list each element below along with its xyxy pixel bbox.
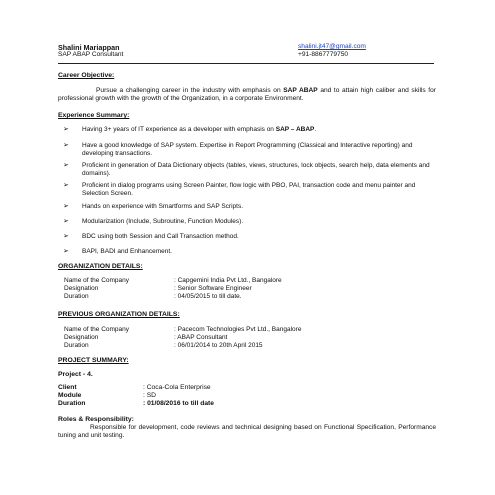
career-objective-text [58,87,436,103]
bullet-icon: ➢ [63,142,69,149]
organization-details-heading: ORGANIZATION DETAILS: [58,263,143,270]
bullet-icon: ➢ [63,203,69,210]
prev-duration-value: : 06/01/2014 to 20th April 2015 [174,342,263,349]
client-value: : Coca-Cola Enterprise [143,384,211,391]
prev-duration-label: Duration [64,342,89,349]
org-company-label: Name of the Company [64,277,130,284]
roles-heading: Roles & Responsibility: [58,416,134,423]
experience-text-part: . [314,126,317,133]
objective-bold-text: SAP ABAP [283,87,318,94]
objective-text-part: and to attain high caliber and skills for professional growth with the growth of the Organization, in a corporate Environment. [58,87,436,103]
prev-company-label: Name of the Company [64,326,130,333]
experience-item: Have a good knowledge of SAP system. Expertise in Report Programming (Classical and Interactive reporting) and developing transactions. [82,142,413,157]
experience-item [82,126,436,134]
candidate-name: Shalini Mariappan [58,43,120,52]
objective-text-part: Pursue a challenging career in the industry with emphasis on [96,87,284,94]
prev-company-value: : Pacecom Technologies Pvt Ltd., Bangalore [174,326,302,333]
bullet-icon: ➢ [63,162,69,169]
project-duration-label: Duration [58,400,86,407]
experience-text-part: Having 3+ years of IT experience as a developer with emphasis on [82,126,276,133]
experience-item: Hands on experience with Smartforms and SAP Scripts. [82,203,244,210]
client-label: Client [58,384,77,391]
project-summary-heading: PROJECT SUMMARY: [58,357,129,364]
project-duration-value: : 01/08/2016 to till date [143,400,214,407]
candidate-title: SAP ABAP Consultant [58,51,124,58]
bullet-icon: ➢ [63,233,69,240]
experience-item: Proficient in generation of Data Dictionary objects (tables, views, structures, lock objects, search help, data elements and domains). [82,162,430,177]
phone-number: +91-8867779750 [298,51,349,58]
career-objective-heading: Career Objective: [58,72,115,79]
org-duration-label: Duration [64,293,89,300]
org-duration-value: : 04/05/2015 to till date. [174,293,242,300]
bullet-icon: ➢ [63,126,69,133]
experience-item: BDC using both Session and Call Transaction method. [82,233,239,240]
experience-summary-heading: Experience Summary: [58,112,130,119]
experience-bold-text: SAP – ABAP [275,126,315,133]
bullet-icon: ➢ [63,182,69,189]
org-designation-label: Designation [64,285,99,292]
previous-organization-heading: PREVIOUS ORGANIZATION DETAILS: [58,311,180,318]
roles-text: Responsible for development, code reviews and technical designing based on Functional Specification, Performance tuning and unit testing. [58,424,436,440]
org-designation-value: : Senior Software Engineer [174,285,252,292]
email-link[interactable]: shalini.jt47@gmail.com [298,43,366,50]
header-divider [58,63,434,64]
prev-designation-value: : ABAP Consultant [174,334,228,341]
project-label: Project - 4. [58,371,93,378]
bullet-icon: ➢ [63,248,69,255]
org-company-value: : Capgemini India Pvt Ltd., Bangalore [174,277,282,284]
prev-designation-label: Designation [64,334,99,341]
experience-item: Proficient in dialog programs using Screen Painter, flow logic with PBO, PAI, transaction code and menu painter and Selection Screen. [82,182,416,197]
module-value: : SD [143,392,157,399]
module-label: Module [58,392,82,399]
experience-item: BAPI, BADI and Enhancement. [82,248,172,255]
bullet-icon: ➢ [63,218,69,225]
experience-item: Modularization (Include, Subroutine, Function Modules). [82,218,244,225]
